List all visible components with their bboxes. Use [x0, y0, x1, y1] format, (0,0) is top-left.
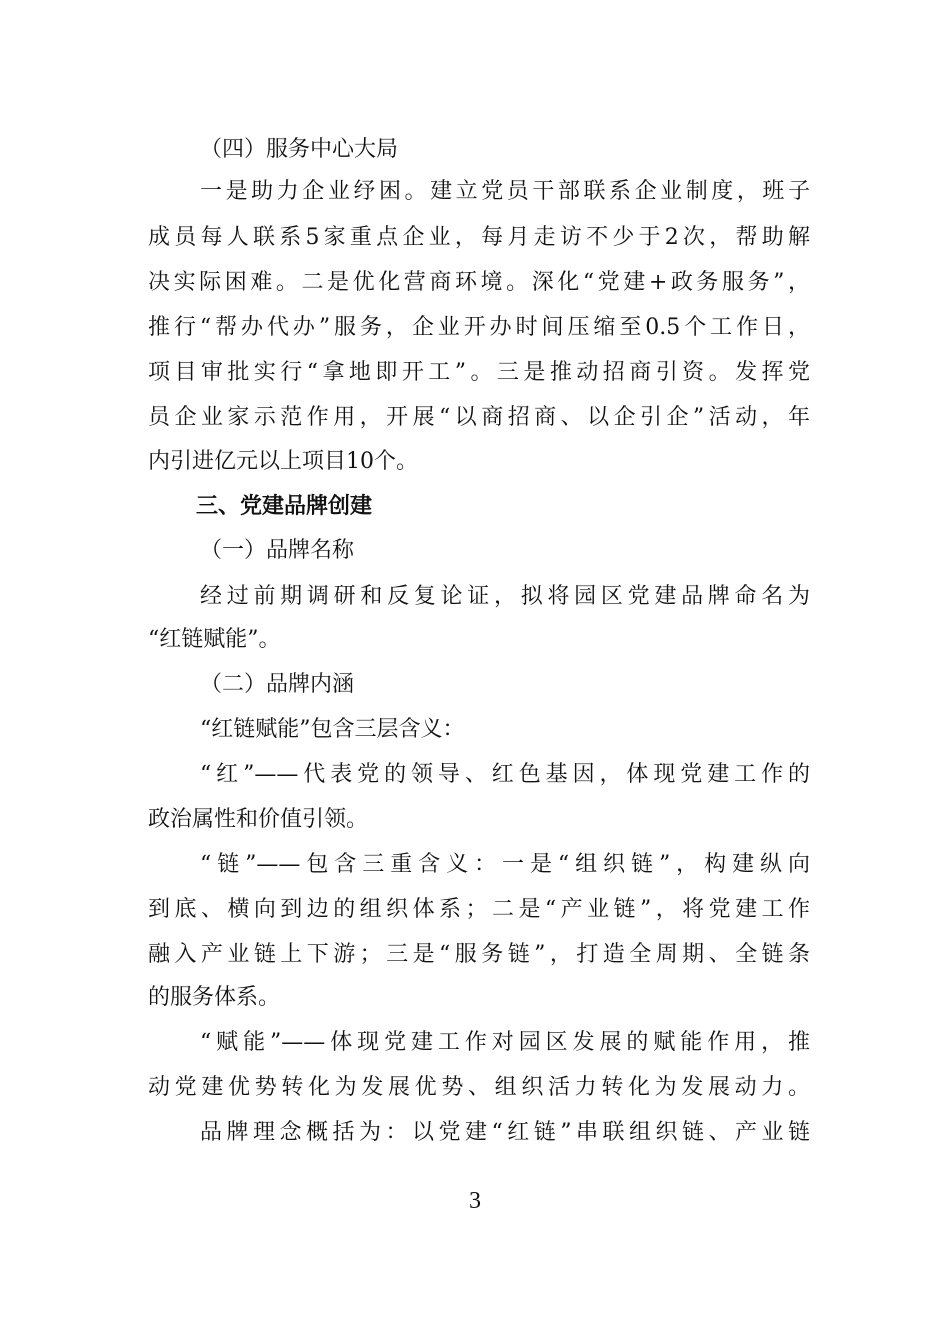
text-line: 政治属性和价值引领。: [148, 807, 369, 832]
text-line: 融入产业链上下游；三是“服务链”，打造全周期、全链条: [148, 942, 810, 967]
text-line: （四）服务中心大局: [200, 137, 399, 162]
text-line: 的服务体系。: [148, 985, 281, 1010]
text-line: “红链赋能”包含三层含义：: [200, 717, 465, 742]
text-line: 内引进亿元以上项目10个。: [148, 449, 418, 474]
text-line: （二）品牌内涵: [200, 672, 355, 697]
text-line: “红链赋能”。: [148, 627, 281, 652]
text-line: 成员每人联系5家重点企业，每月走访不少于2次，帮助解: [148, 225, 810, 250]
text-line: 一是助力企业纾困。建立党员干部联系企业制度，班子: [200, 179, 810, 204]
text-line: “红”——代表党的领导、红色基因，体现党建工作的: [200, 762, 810, 787]
text-line: 项目审批实行“拿地即开工”。三是推动招商引资。发挥党: [148, 360, 810, 385]
text-line: “赋能”——体现党建工作对园区发展的赋能作用，推: [200, 1030, 810, 1055]
page-number: 3: [469, 1188, 481, 1214]
text-line: 员企业家示范作用，开展“以商招商、以企引企”活动，年: [148, 405, 810, 430]
text-line: 动党建优势转化为发展优势、组织活力转化为发展动力。: [148, 1075, 810, 1100]
text-line: 品牌理念概括为：以党建“红链”串联组织链、产业链: [200, 1120, 810, 1145]
text-line: （一）品牌名称: [200, 538, 355, 563]
section-heading: 三、党建品牌创建: [196, 494, 373, 519]
text-line: “链”——包含三重含义：一是“组织链”，构建纵向: [200, 852, 810, 877]
text-line: 到底、横向到边的组织体系；二是“产业链”，将党建工作: [148, 897, 810, 922]
text-line: 经过前期调研和反复论证，拟将园区党建品牌命名为: [200, 584, 810, 609]
text-line: 推行“帮办代办”服务，企业开办时间压缩至0.5个工作日，: [148, 315, 810, 340]
text-line: 决实际困难。二是优化营商环境。深化“党建+政务服务”，: [148, 270, 810, 295]
